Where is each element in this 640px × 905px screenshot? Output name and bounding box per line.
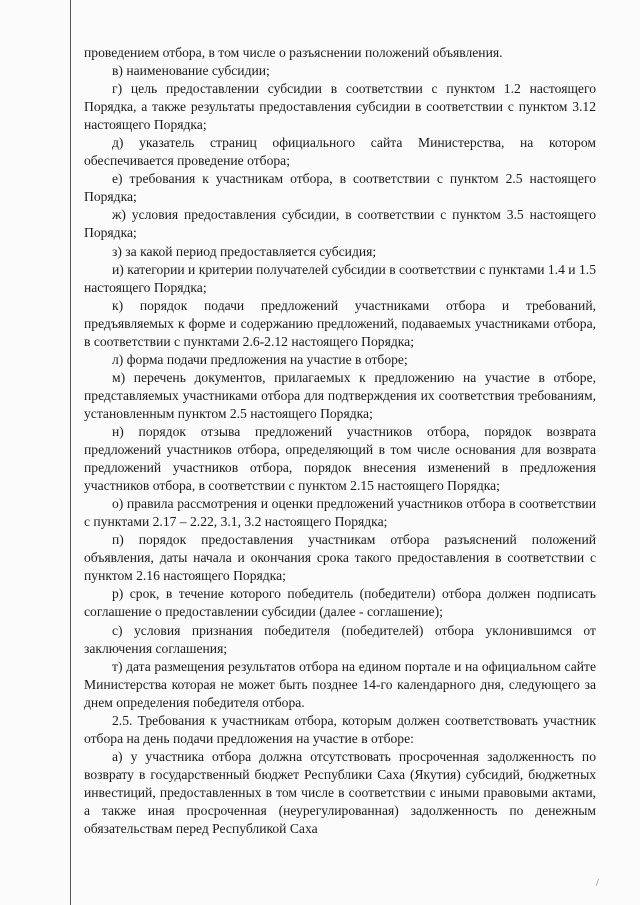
paragraph: а) у участника отбора должна отсутствовать просроченная задолженность по возврату в государственный бюджет Республики Саха (Якутия) субсидий, бюджетных инвестиций, предоставленных в том числе в соответствии с иными правовыми актами, а также иная просроченная (неурегулированная) задолженность по денежным обязательствам перед Республикой Саха	[84, 748, 596, 837]
paragraph: к) порядок подачи предложений участниками отбора и требований, предъявляемых к форме и содержанию предложений, подаваемых участниками отбора, в соответствии с пунктами 2.6-2.12 настоящего Порядка;	[84, 297, 596, 349]
binding-margin-line	[70, 0, 71, 905]
paragraph: н) порядок отзыва предложений участников отбора, порядок возврата предложений участников отбора, определяющий в том числе основания для возврата предложений участников отбора, порядок внесения изменений в предложения участников отбора, в соответствии с пунктом 2.15 настоящего Порядка;	[84, 423, 596, 494]
paragraph: л) форма подачи предложения на участие в отборе;	[112, 351, 408, 367]
paragraph: с) условия признания победителя (победителей) отбора уклонившимся от заключения соглашения;	[84, 622, 596, 656]
paragraph: п) порядок предоставления участникам отбора разъяснений положений объявления, даты начала и окончания срока такого предоставления в соответствии с пунктом 2.16 настоящего Порядка;	[84, 532, 596, 584]
paragraph: и) категории и критерии получателей субсидии в соответствии с пунктами 1.4 и 1.5 настоящего Порядка;	[84, 261, 596, 295]
paragraph: г) цель предоставлении субсидии в соответствии с пунктом 1.2 настоящего Порядка, а также результаты предоставления субсидии в соответствии с пунктом 3.12 настоящего Порядка;	[84, 81, 596, 133]
paragraph: з) за какой период предоставляется субсидия;	[112, 243, 377, 259]
paragraph: м) перечень документов, прилагаемых к предложению на участие в отборе, представляемых участниками отбора для подтверждения их соответствия требованиям, установленным пунктом 2.5 настоящего Порядка;	[84, 369, 596, 421]
paragraph: т) дата размещения результатов отбора на едином портале и на официальном сайте Министерства которая не может быть позднее 14-го календарного дня, следующего за днем определения победителя отбора.	[84, 658, 596, 710]
paragraph: е) требования к участникам отбора, в соответствии с пунктом 2.5 настоящего Порядка;	[84, 171, 596, 205]
paragraph: в) наименование субсидии;	[112, 63, 270, 79]
paragraph: о) правила рассмотрения и оценки предложений участников отбора в соответствии с пунктами 2.17 – 2.22, 3.1, 3.2 настоящего Порядка;	[84, 496, 596, 530]
paragraph: д) указатель страниц официального сайта Министерства, на котором обеспечивается проведение отбора;	[84, 135, 596, 169]
paragraph: проведением отбора, в том числе о разъяснении положений объявления.	[84, 45, 503, 60]
document-text	[84, 44, 596, 838]
paragraph: 2.5. Требования к участникам отбора, которым должен соответствовать участник отбора на день подачи предложения на участие в отборе:	[84, 712, 596, 746]
corner-mark: /	[596, 878, 599, 889]
paragraph: р) срок, в течение которого победитель (победители) отбора должен подписать соглашение о предоставлении субсидии (далее - соглашение);	[84, 586, 596, 620]
paragraph: ж) условия предоставления субсидии, в соответствии с пунктом 3.5 настоящего Порядка;	[84, 207, 596, 241]
